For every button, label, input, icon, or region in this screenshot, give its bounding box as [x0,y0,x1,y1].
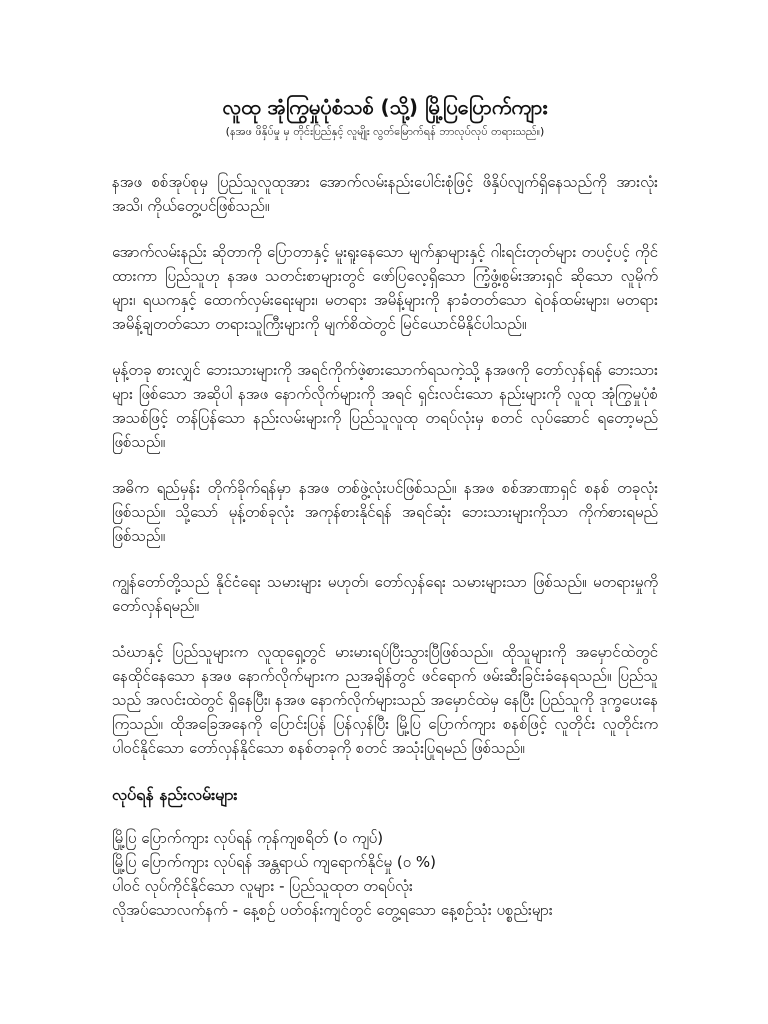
document-subtitle: (နအဖ ဖိနှိပ်မှု မှ တိုင်းပြည်နှင့် လူမျိုး လွတ်မြောက်ရန် ဘာလုပ်လုပ် တရားသည်။) [225,125,545,138]
paragraph-6: သံဃာနှင့် ပြည်သူများက လူထုရှေ့တွင် မားမားရပ်ပြီးသွားပြီဖြစ်သည်။ ထိုသူများကို အမှောင်ထဲတွင် နေထိုင်နေသော နအဖ နောက်လိုက်များက ညအချိန်တွင် ဖင်ရောက် ဖမ်းဆီးခြင်းခံနေရသည်။ ပြည်သူသည် အလင်းထဲတွင် ရှိနေပြီး၊ နအဖ နောက်လိုက်များသည် အမှောင်ထဲမှ နေပြီး ပြည်သူကို ဒုက္ခပေးနေကြသည်။ ထိုအခြေအနေကို ပြောင်းပြန် ပြန်လှန်ပြီး မြို့ပြ ပြောက်ကျား စနစ်ဖြင့် လူတိုင်း လူတိုင်းက ပါဝင်နိုင်သော တော်လှန်နိုင်သော စနစ်တခုကို စတင် အသုံးပြုရမည် ဖြစ်သည်။ [112,643,658,757]
methods-list [112,826,658,922]
list-item: ပါဝင် လုပ်ကိုင်နိုင်သော လူများ - ပြည်သူထုတ တရပ်လုံး [112,877,413,895]
list-item: လိုအပ်သောလက်နက် - နေ့စဉ် ပတ်ဝန်းကျင်တွင် တွေ့ရသော နေ့စဉ်သုံး ပစ္စည်းများ [112,901,553,919]
list-item: မြို့ပြ ပြောက်ကျား လုပ်ရန် အန္တရာယ် ကျရောက်နိုင်မှု (၀ %) [112,853,437,871]
list-item: မြို့ပြ ပြောက်ကျား လုပ်ရန် ကုန်ကျစရိတ် (၀ ကျပ်) [112,829,384,847]
paragraph-1: နအဖ စစ်အုပ်စုမှ ပြည်သူလူထုအား အောက်လမ်းနည်းပေါင်းစုံဖြင့် ဖိနှိပ်လျက်ရှိနေသည်ကို အားလုံးအသိ၊ ကိုယ်တွေ့ပင်ဖြစ်သည်။ [112,173,658,215]
paragraph-2: အောက်လမ်းနည်း ဆိုတာကို ပြောတာနှင့် မူးရူးနေသော မျက်နှာများနှင့် ဂါးရင်းတုတ်များ တပင့်ပင့် ကိုင်ထားကာ ပြည်သူဟု နအဖ သတင်းစာများတွင် ဖော်ပြလေ့ရှိသော ကြံ့ဖွံ့၊စွမ်းအားရှင် ဆိုသော လူမိုက်များ၊ ရယကနှင့် ထောက်လှမ်းရေးများ၊ မတရား အမိန့်များကို နာခံတတ်သော ရဲဝန်ထမ်းများ၊ မတရား အမိန့်ချတတ်သော တရားသူကြီးများကို မျက်စိထဲတွင် မြင်ယောင်မိနိုင်ပါသည်။ [112,243,658,333]
document-title: လူထု အုံကြွမှုပုံစံသစ် (သို့) မြို့ပြပြောက်ကျား [222,95,548,119]
paragraph-4: အဓိက ရည်မှန်း တိုက်ခိုက်ရန်မှာ နအဖ တစ်ဖွဲ့လုံးပင်ဖြစ်သည်။ နအဖ စစ်အာဏာရှင် စနစ် တခုလုံးဖြစ်သည်။ သို့သော် မုန့်တစ်ခုလုံး အကုန်စားနိုင်ရန် အရင်ဆုံး ဘေးသားများကိုသာ ကိုက်စားရမည် ဖြစ်သည်။ [112,479,658,545]
paragraph-3: မုန့်တခု စားလျှင် ဘေးသားများကို အရင်ကိုက်ဖဲ့စားသောက်ရသကဲ့သို့ နအဖကို တော်လှန်ရန် ဘေးသားများ ဖြစ်သော အဆိုပါ နအဖ နောက်လိုက်များကို အရင် ရှင်းလင်းသော နည်းများကို လူထု အုံကြွမှုပုံစံအသစ်ဖြင့် တန်ပြန်သော နည်းလမ်းများကို ပြည်သူလူထု တရပ်လုံးမှ စတင် လုပ်ဆောင် ရတော့မည်ဖြစ်သည်။ [112,361,658,451]
paragraph-5: ကျွန်တော်တို့သည် နိုင်ငံရေး သမားများ မဟုတ်၊ တော်လှန်ရေး သမားများသာ ဖြစ်သည်။ မတရားမှုကို တော်လှန်ရမည်။ [112,573,658,615]
section-heading-methods: လုပ်ရန် နည်းလမ်းများ [112,785,238,804]
